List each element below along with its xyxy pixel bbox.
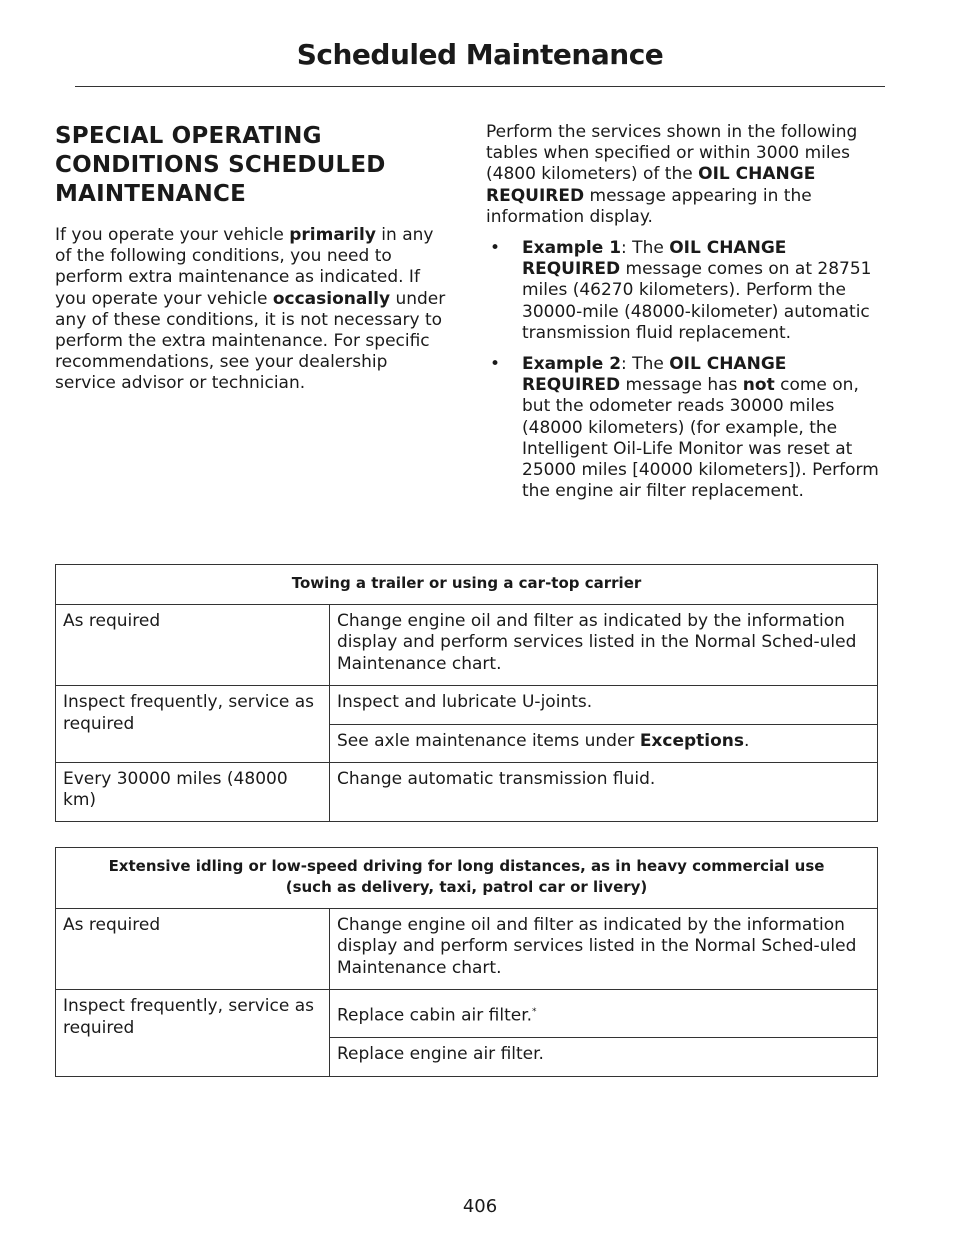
example-2-sep: : The xyxy=(621,354,670,375)
interval-cell: As required xyxy=(56,605,330,686)
example-2-not: not xyxy=(742,375,775,396)
table-row xyxy=(56,605,878,686)
service-cell: Replace engine air filter. xyxy=(330,1038,878,1076)
interval-cell: As required xyxy=(56,909,330,990)
example-1-text: message comes on at 28751 miles (46270 kilometers). Perform the 30000-mile (48000-kilometer) automatic transmission fluid replacement. xyxy=(522,259,872,343)
page-number: 406 xyxy=(462,1196,498,1217)
table-caption: Towing a trailer or using a car-top carrier xyxy=(56,565,878,605)
table-row xyxy=(56,909,878,990)
towing-maintenance-table xyxy=(55,564,878,822)
interval-cell: Inspect frequently, service as required xyxy=(56,686,330,763)
header-divider xyxy=(75,86,885,87)
table-caption-row xyxy=(56,565,878,605)
bullet-marker: • xyxy=(490,238,501,259)
intro-paragraph xyxy=(55,225,450,395)
services-text-2: message appearing in the information display. xyxy=(486,185,812,227)
example-2-label: Example 2 xyxy=(522,354,622,375)
service-cell xyxy=(330,990,878,1038)
idling-maintenance-table xyxy=(55,847,878,1077)
table-row xyxy=(56,686,878,724)
intro-bold-primarily: primarily xyxy=(289,225,376,245)
example-1-message: OIL CHANGE REQUIRED xyxy=(522,238,787,280)
footnote-marker: * xyxy=(532,1007,537,1018)
bullet-marker: • xyxy=(490,354,501,375)
interval-cell: Every 30000 miles (48000 km) xyxy=(56,763,330,822)
example-1-item xyxy=(486,238,881,344)
intro-bold-occasionally: occasionally xyxy=(272,288,391,309)
table-caption-row xyxy=(56,848,878,909)
service-cell: Inspect and lubricate U-joints. xyxy=(330,686,878,724)
intro-text-1: If you operate your vehicle xyxy=(55,225,290,245)
service-cell: Change engine oil and filter as indicated by the information display and perform services listed in the Normal Sched-uled Maintenance chart. xyxy=(330,909,878,990)
service-cell: Change automatic transmission fluid. xyxy=(330,763,878,822)
section-heading-line-3: MAINTENANCE xyxy=(55,181,246,207)
service-cell xyxy=(330,724,878,762)
table-row xyxy=(56,763,878,822)
example-2-item xyxy=(486,354,881,502)
interval-cell: Inspect frequently, service as required xyxy=(56,990,330,1076)
service-text-end: . xyxy=(744,730,750,751)
example-1-sep: : The xyxy=(621,238,670,259)
service-text: See axle maintenance items under xyxy=(337,730,640,751)
examples-list xyxy=(486,238,881,502)
services-paragraph xyxy=(486,122,881,228)
table-row xyxy=(56,990,878,1038)
service-text: Replace cabin air filter. xyxy=(337,1005,533,1026)
example-2-text: come on, but the odometer reads 30000 miles (48000 kilometers) (for example, the Intelligent Oil-Life Monitor was reset at 25000 miles [40000 kilometers]). Perform the engine air filter replacement. xyxy=(522,375,879,502)
services-bold-message: OIL CHANGE REQUIRED xyxy=(486,164,816,206)
exceptions-reference: Exceptions xyxy=(639,730,745,751)
section-heading-line-1: SPECIAL OPERATING xyxy=(55,123,322,149)
example-2-mid: message has xyxy=(620,375,743,396)
table-caption xyxy=(56,848,878,909)
services-text-1: Perform the services shown in the following tables when specified or within 3000 miles (4800 kilometers) of the xyxy=(486,122,858,185)
page-header-title: Scheduled Maintenance xyxy=(296,38,664,71)
example-1-label: Example 1 xyxy=(522,238,622,259)
table-caption-line-2: (such as delivery, taxi, patrol car or livery) xyxy=(285,878,648,896)
intro-text-2: in any of the following conditions, you need to perform extra maintenance as indicated. If you operate your vehicle xyxy=(55,225,434,309)
table-caption-line-1: Extensive idling or low-speed driving for long distances, as in heavy commercial use xyxy=(108,857,825,875)
intro-text-3: under any of these conditions, it is not necessary to perform the extra maintenance. For specific recommendations, see your dealership service advisor or technician. xyxy=(55,288,446,394)
section-heading xyxy=(55,122,450,209)
section-heading-line-2: CONDITIONS SCHEDULED xyxy=(55,152,386,178)
left-column xyxy=(55,122,450,395)
right-column xyxy=(486,122,881,512)
service-cell: Change engine oil and filter as indicated by the information display and perform services listed in the Normal Sched-uled Maintenance chart. xyxy=(330,605,878,686)
example-2-message: OIL CHANGE REQUIRED xyxy=(522,354,787,396)
